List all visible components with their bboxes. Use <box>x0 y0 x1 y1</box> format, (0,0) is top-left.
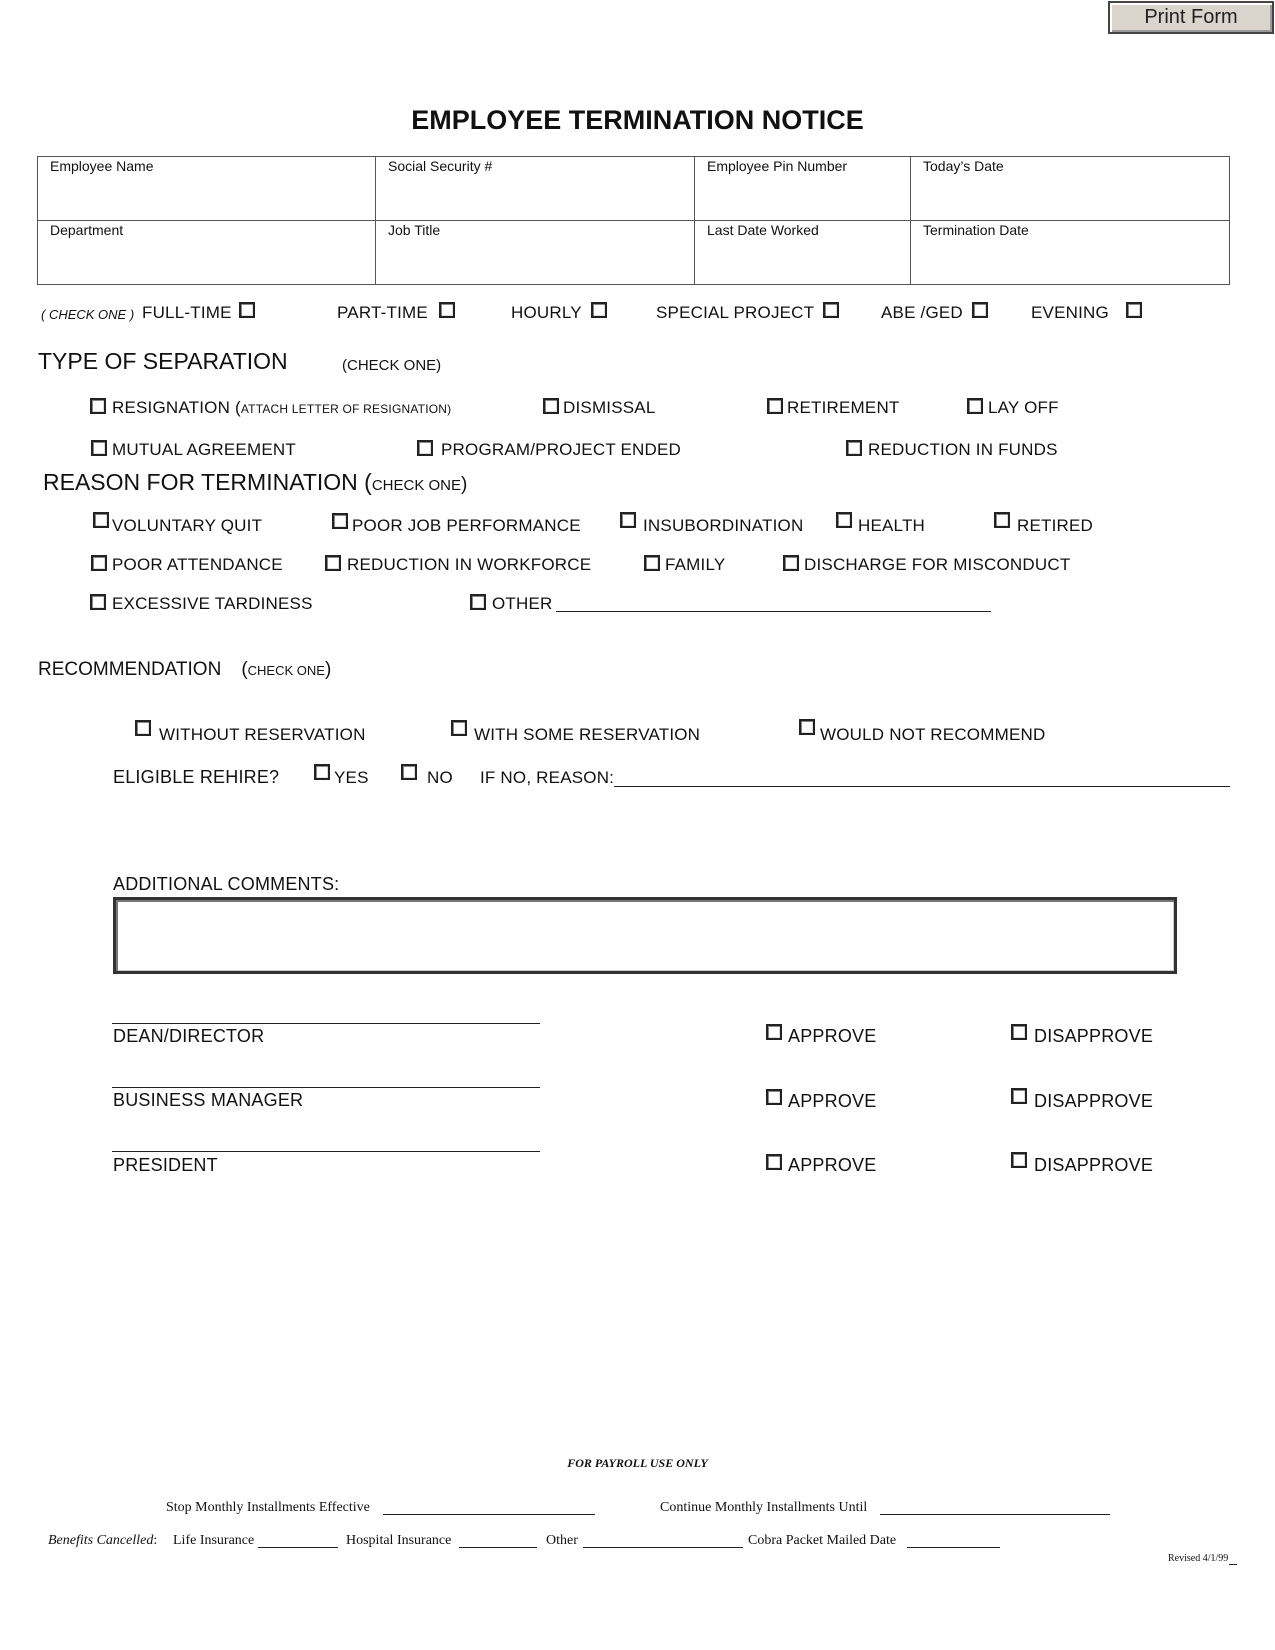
comments-label: ADDITIONAL COMMENTS: <box>113 874 340 894</box>
dean-director-label: DEAN/DIRECTOR <box>113 1026 265 1046</box>
poor-performance-label: POOR JOB PERFORMANCE <box>352 516 581 535</box>
separation-check-one: (CHECK ONE) <box>342 357 442 374</box>
payroll-heading: FOR PAYROLL USE ONLY <box>567 1456 708 1470</box>
field-label: Last Date Worked <box>707 222 819 238</box>
recommendation-text: RECOMMENDATION <box>38 659 222 680</box>
reduction-funds-checkbox[interactable] <box>846 440 862 456</box>
cobra-date-line[interactable] <box>907 1547 1000 1548</box>
business-manager-disapprove-label: DISAPPROVE <box>1034 1091 1154 1111</box>
president-disapprove-checkbox[interactable] <box>1011 1152 1027 1168</box>
department-field[interactable] <box>38 221 376 285</box>
program-ended-checkbox[interactable] <box>417 440 433 456</box>
dean-disapprove-label: DISAPPROVE <box>1034 1026 1154 1046</box>
eligible-rehire-label: ELIGIBLE REHIRE? <box>113 767 280 787</box>
retirement-checkbox[interactable] <box>767 398 783 414</box>
employee-info-table <box>37 156 1230 285</box>
full-time-checkbox[interactable] <box>239 302 255 318</box>
program-ended-label: PROGRAM/PROJECT ENDED <box>441 440 682 459</box>
comments-textarea[interactable] <box>113 897 1177 974</box>
field-label: Social Security # <box>388 158 493 174</box>
evening-label: EVENING <box>1031 303 1109 322</box>
other-reason-checkbox[interactable] <box>470 594 486 610</box>
dean-approve-checkbox[interactable] <box>766 1024 782 1040</box>
recommendation-open-paren: ( <box>241 659 248 680</box>
resignation-text: RESIGNATION ( <box>112 398 241 417</box>
employee-name-field[interactable] <box>38 157 376 221</box>
poor-attendance-checkbox[interactable] <box>91 555 107 571</box>
would-not-recommend-label: WOULD NOT RECOMMEND <box>820 725 1046 744</box>
part-time-checkbox[interactable] <box>439 302 455 318</box>
health-label: HEALTH <box>858 516 926 535</box>
tardiness-checkbox[interactable] <box>90 594 106 610</box>
cobra-packet-label: Cobra Packet Mailed Date <box>748 1533 897 1548</box>
abe-ged-checkbox[interactable] <box>972 302 988 318</box>
reason-heading <box>43 469 467 496</box>
dean-disapprove-checkbox[interactable] <box>1011 1024 1027 1040</box>
job-title-field[interactable] <box>376 221 695 285</box>
life-insurance-label: Life Insurance <box>173 1533 255 1548</box>
mutual-agreement-label: MUTUAL AGREEMENT <box>112 440 296 459</box>
insubordination-label: INSUBORDINATION <box>643 516 804 535</box>
hourly-checkbox[interactable] <box>591 302 607 318</box>
business-manager-label: BUSINESS MANAGER <box>113 1090 304 1110</box>
retired-label: RETIRED <box>1017 516 1094 535</box>
stop-installments-label: Stop Monthly Installments Effective <box>166 1500 370 1515</box>
president-approve-label: APPROVE <box>788 1155 877 1175</box>
field-label: Termination Date <box>923 222 1029 238</box>
other-reason-line[interactable] <box>556 611 991 612</box>
special-project-label: SPECIAL PROJECT <box>656 303 815 322</box>
benefits-cancelled-label <box>48 1533 157 1549</box>
last-date-worked-field[interactable] <box>695 221 911 285</box>
business-manager-disapprove-checkbox[interactable] <box>1011 1088 1027 1104</box>
business-manager-approve-label: APPROVE <box>788 1091 877 1111</box>
reduction-workforce-checkbox[interactable] <box>325 555 341 571</box>
abe-ged-label: ABE /GED <box>881 303 963 322</box>
would-not-recommend-checkbox[interactable] <box>799 719 815 735</box>
reason-close-paren: ) <box>461 474 468 495</box>
health-checkbox[interactable] <box>836 512 852 528</box>
evening-checkbox[interactable] <box>1126 302 1142 318</box>
field-label: Today’s Date <box>923 158 1004 174</box>
reason-check-one: CHECK ONE <box>371 477 462 494</box>
resignation-note: ATTACH LETTER OF RESIGNATION) <box>240 402 452 416</box>
dean-approve-label: APPROVE <box>788 1026 877 1046</box>
print-form-button[interactable]: Print Form <box>1108 1 1274 34</box>
other-benefits-line[interactable] <box>583 1547 743 1548</box>
poor-performance-checkbox[interactable] <box>332 513 348 529</box>
recommendation-check-one: CHECK ONE <box>247 663 325 678</box>
lay-off-checkbox[interactable] <box>967 398 983 414</box>
if-no-reason-label: IF NO, REASON: <box>480 768 615 787</box>
info-row <box>38 157 1230 221</box>
insubordination-checkbox[interactable] <box>620 512 636 528</box>
reason-heading-text: REASON FOR TERMINATION ( <box>43 469 372 495</box>
president-approve-checkbox[interactable] <box>766 1154 782 1170</box>
stop-installments-line[interactable] <box>383 1514 595 1515</box>
misconduct-label: DISCHARGE FOR MISCONDUCT <box>804 555 1071 574</box>
president-disapprove-label: DISAPPROVE <box>1034 1155 1154 1175</box>
hospital-insurance-line[interactable] <box>459 1547 537 1548</box>
with-some-reservation-label: WITH SOME RESERVATION <box>474 725 701 744</box>
rehire-no-label: NO <box>427 768 453 787</box>
resignation-label <box>112 398 451 418</box>
without-reservation-label: WITHOUT RESERVATION <box>159 725 366 744</box>
part-time-label: PART-TIME <box>337 303 428 322</box>
president-label: PRESIDENT <box>113 1155 218 1175</box>
resignation-checkbox[interactable] <box>90 398 106 414</box>
special-project-checkbox[interactable] <box>823 302 839 318</box>
rehire-no-checkbox[interactable] <box>401 764 417 780</box>
revised-underline <box>1229 1564 1237 1565</box>
full-time-label: FULL-TIME <box>142 303 232 322</box>
tardiness-label: EXCESSIVE TARDINESS <box>112 594 313 613</box>
termination-date-field[interactable] <box>911 221 1230 285</box>
field-label: Job Title <box>388 222 441 238</box>
rehire-yes-checkbox[interactable] <box>314 764 330 780</box>
misconduct-checkbox[interactable] <box>783 555 799 571</box>
hourly-label: HOURLY <box>511 303 582 322</box>
life-insurance-line[interactable] <box>258 1547 338 1548</box>
recommendation-close-paren: ) <box>324 659 332 680</box>
dismissal-checkbox[interactable] <box>543 398 559 414</box>
voluntary-quit-checkbox[interactable] <box>93 512 109 528</box>
family-checkbox[interactable] <box>644 555 660 571</box>
with-some-reservation-checkbox[interactable] <box>451 720 467 736</box>
benefits-cancelled-text: Benefits Cancelled <box>48 1533 154 1548</box>
retirement-label: RETIREMENT <box>787 398 900 417</box>
field-label: Employee Pin Number <box>707 158 848 174</box>
continue-installments-line[interactable] <box>880 1514 1110 1515</box>
lay-off-label: LAY OFF <box>988 398 1059 417</box>
business-manager-approve-checkbox[interactable] <box>766 1089 782 1105</box>
rehire-reason-line[interactable] <box>614 786 1230 787</box>
recommendation-heading <box>38 659 331 681</box>
field-label: Department <box>50 222 124 238</box>
field-label: Employee Name <box>50 158 154 174</box>
ssn-field[interactable] <box>376 157 695 221</box>
info-row <box>38 221 1230 285</box>
hospital-insurance-label: Hospital Insurance <box>346 1533 452 1548</box>
poor-attendance-label: POOR ATTENDANCE <box>112 555 283 574</box>
benefits-colon: : <box>153 1533 158 1548</box>
dean-signature-line[interactable] <box>112 1023 540 1024</box>
president-signature-line[interactable] <box>112 1151 540 1152</box>
revised-date: Revised 4/1/99 <box>1168 1553 1229 1564</box>
dismissal-label: DISMISSAL <box>563 398 656 417</box>
page-title: EMPLOYEE TERMINATION NOTICE <box>411 105 864 135</box>
rehire-yes-label: YES <box>334 768 369 787</box>
reduction-funds-label: REDUCTION IN FUNDS <box>868 440 1058 459</box>
check-one-note: ( CHECK ONE ) <box>41 307 135 322</box>
without-reservation-checkbox[interactable] <box>135 720 151 736</box>
employee-pin-field[interactable] <box>695 157 911 221</box>
continue-installments-label: Continue Monthly Installments Until <box>660 1500 868 1515</box>
family-label: FAMILY <box>665 555 726 574</box>
voluntary-quit-label: VOLUNTARY QUIT <box>112 516 263 535</box>
separation-heading: TYPE OF SEPARATION <box>38 348 288 374</box>
mutual-agreement-checkbox[interactable] <box>91 440 107 456</box>
retired-checkbox[interactable] <box>994 512 1010 528</box>
other-reason-label: OTHER <box>492 594 553 613</box>
reduction-workforce-label: REDUCTION IN WORKFORCE <box>347 555 592 574</box>
todays-date-field[interactable] <box>911 157 1230 221</box>
business-manager-signature-line[interactable] <box>112 1087 540 1088</box>
other-benefits-label: Other <box>546 1533 578 1548</box>
